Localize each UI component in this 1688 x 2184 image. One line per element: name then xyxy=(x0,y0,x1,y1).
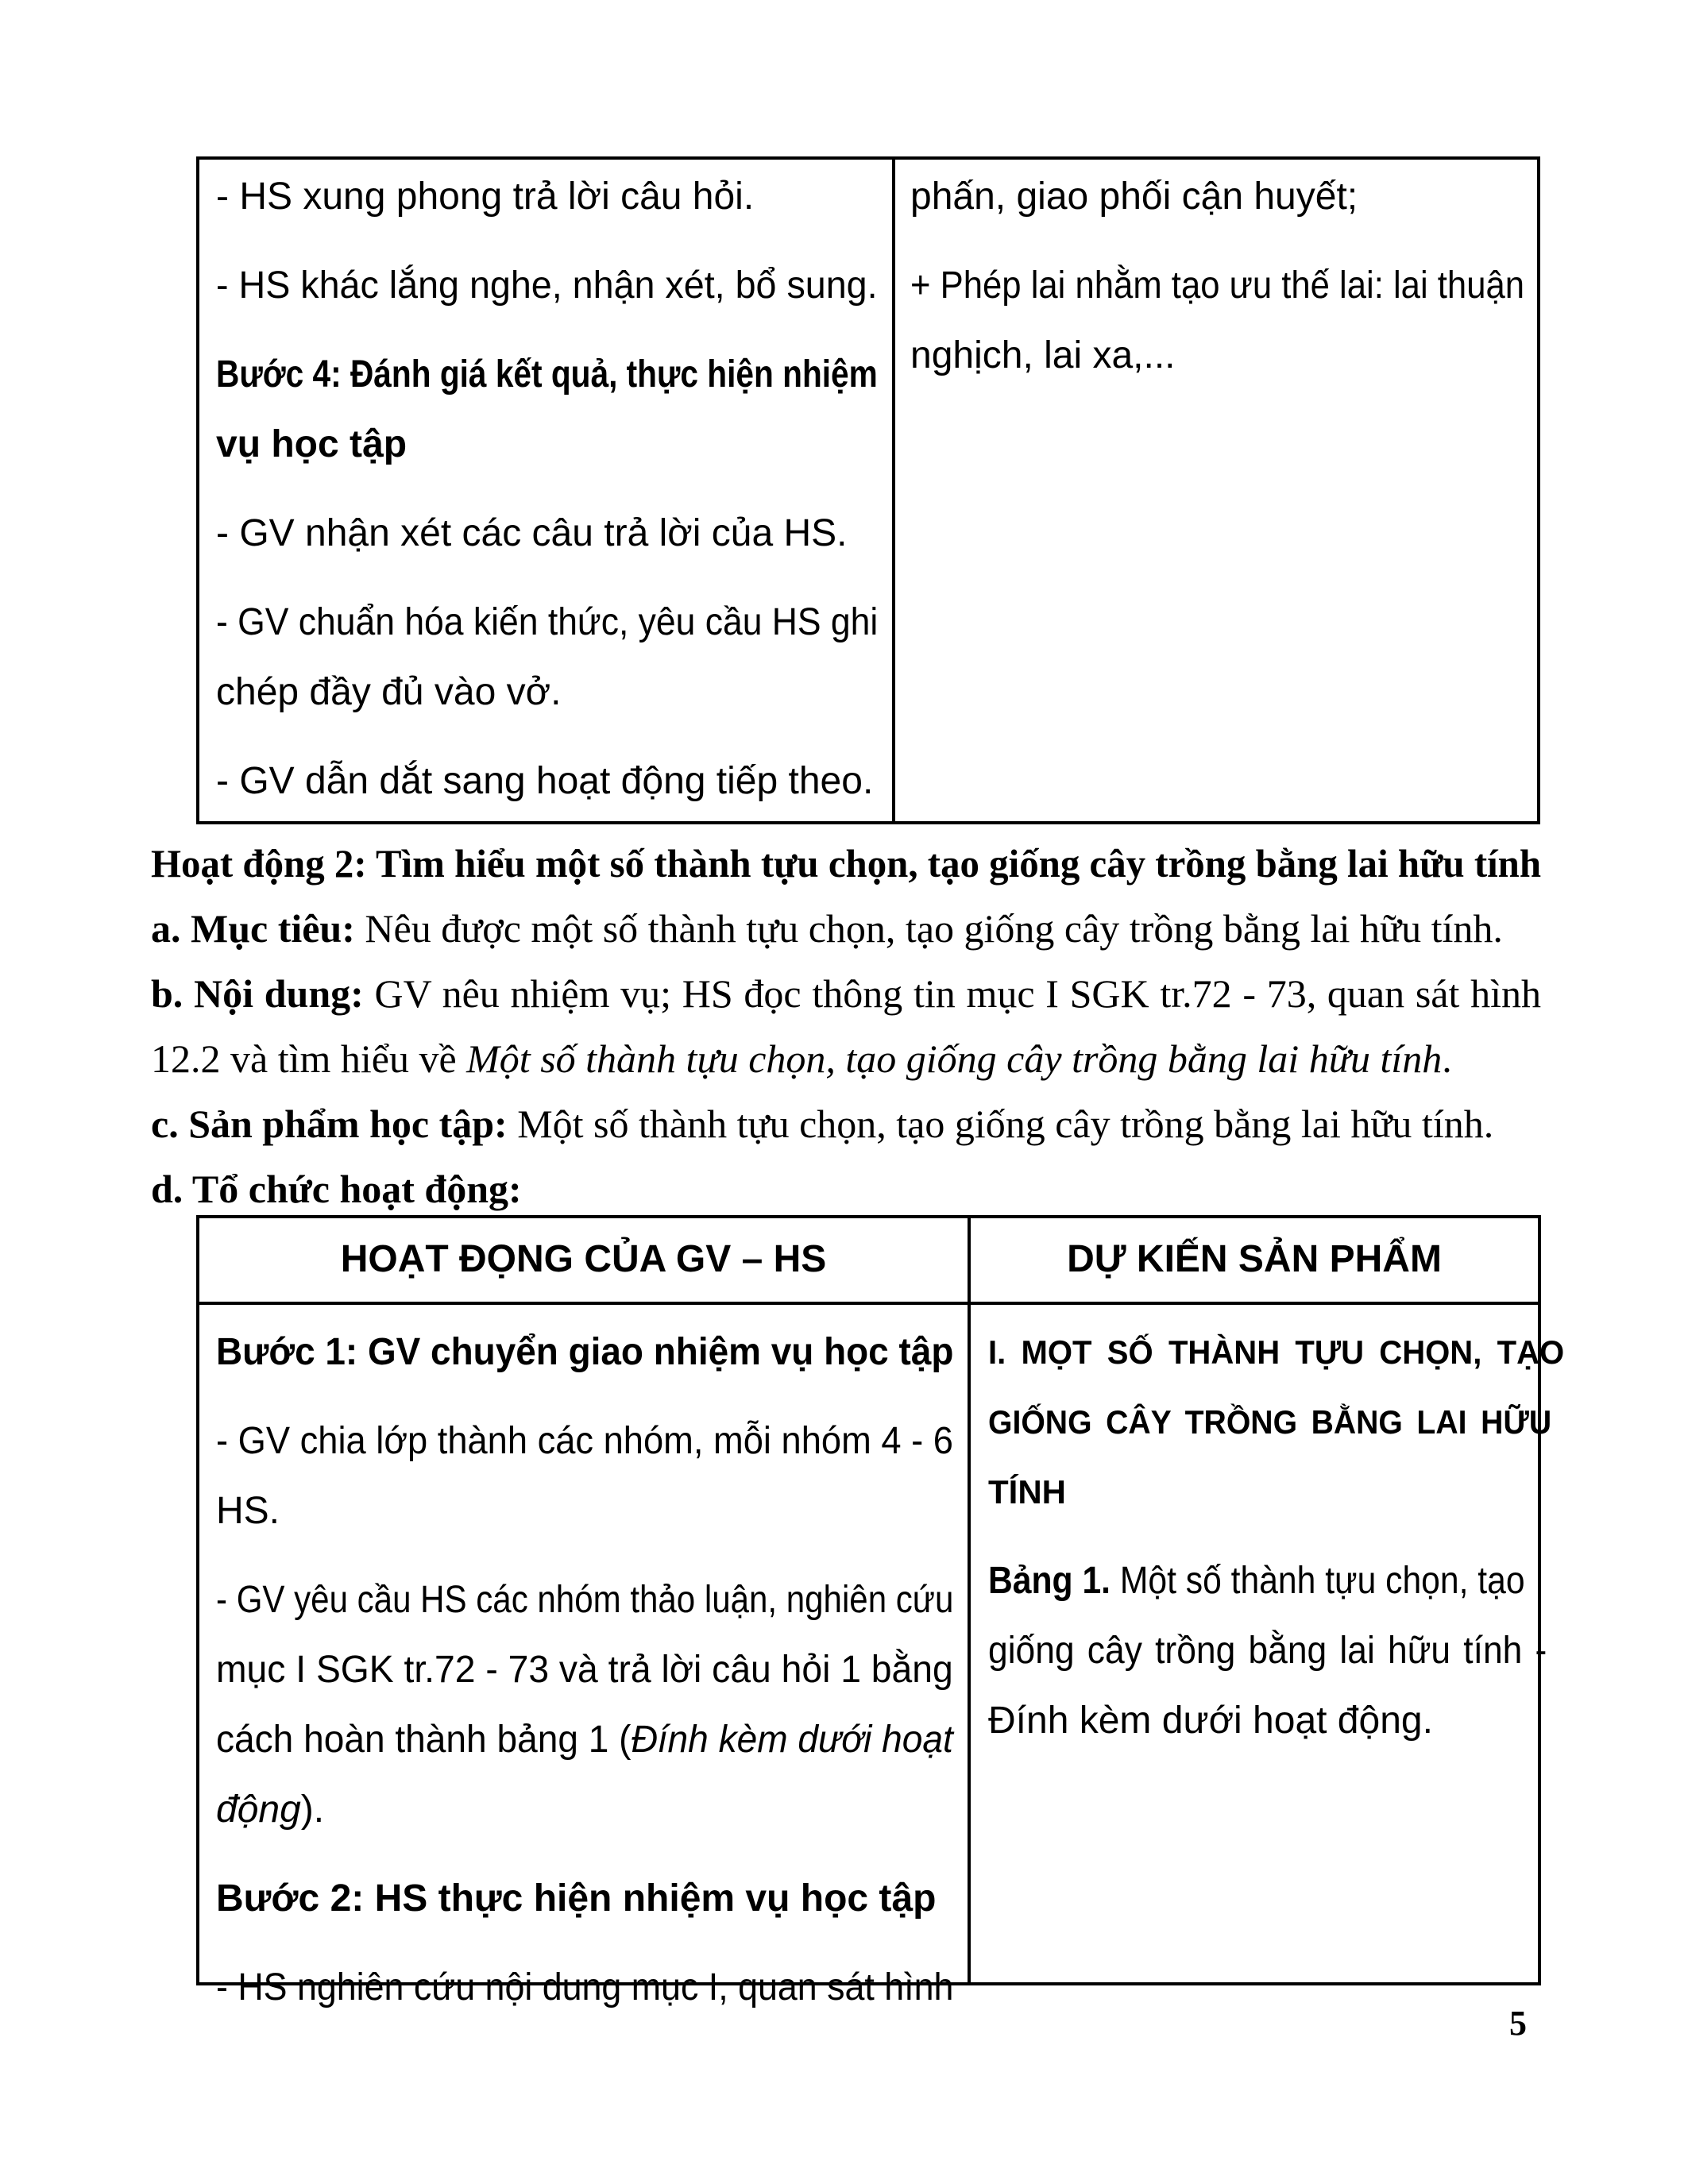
text-run: động xyxy=(216,1788,301,1831)
text-run: b. Nội dung: xyxy=(151,971,364,1016)
text-run: Hoạt động 2: Tìm hiểu một số thành tựu chọn, tạo giống cây trồng bằng lai hữu tính xyxy=(151,841,1542,886)
text-line xyxy=(988,1686,1593,1756)
text-line xyxy=(216,1635,953,1705)
activity2-section xyxy=(151,831,1541,1221)
table1-cell-expected-product xyxy=(895,160,1598,821)
paragraph xyxy=(988,1546,1593,1756)
text-run: Đính kèm dưới hoạt xyxy=(631,1719,953,1761)
paragraph xyxy=(216,1953,953,2023)
text-run: c. Sản phẩm học tập: xyxy=(151,1102,508,1146)
text-line xyxy=(151,896,1541,961)
table2-header-expected-product: DỰ KIẾN SẢN PHẨM xyxy=(1067,1238,1442,1280)
text-line xyxy=(910,251,1524,321)
text-run: I. MỌT SỐ THÀNH TỰU CHỌN, TẠO xyxy=(988,1333,1565,1371)
paragraph xyxy=(151,961,1541,1091)
text-run: - GV yêu cầu HS các nhóm thảo luận, nghiên cứu xyxy=(216,1579,954,1621)
text-run: Bước 2: HS thực hiện nhiệm vụ học tập xyxy=(216,1877,937,1920)
table2-body-row xyxy=(199,1305,1565,2008)
text-run: HS. xyxy=(216,1490,280,1532)
text-line xyxy=(151,1026,1541,1091)
text-line xyxy=(988,1457,1593,1527)
text-line xyxy=(216,1565,954,1635)
text-line xyxy=(216,1953,954,2023)
paragraph xyxy=(216,340,878,480)
text-run: - GV chia lớp thành các nhóm, mỗi nhóm 4 - 6 xyxy=(216,1420,953,1462)
text-line xyxy=(151,1156,1541,1221)
text-line xyxy=(216,1864,953,1934)
paragraph xyxy=(988,1318,1593,1527)
text-run: Bước 1: GV chuyển giao nhiệm vụ học tập xyxy=(216,1331,954,1373)
paragraph xyxy=(216,251,878,321)
text-line xyxy=(216,251,878,321)
text-run: - HS xung phong trả lời câu hỏi. xyxy=(216,176,755,218)
table-activity2 xyxy=(196,1215,1565,2008)
text-run: nghịch, lai xa,... xyxy=(910,334,1176,376)
table1-cell-gv-hs-activity xyxy=(199,160,895,821)
text-line xyxy=(151,1091,1541,1156)
text-line xyxy=(216,747,878,816)
text-line xyxy=(216,340,878,410)
paragraph xyxy=(151,1091,1541,1156)
text-line xyxy=(216,1476,953,1546)
text-run: Đính kèm dưới hoạt động. xyxy=(988,1700,1433,1742)
text-run: Nêu được một số thành tựu chọn, tạo giống cây trồng bằng lai hữu tính. xyxy=(354,906,1503,951)
text-line xyxy=(988,1546,1525,1616)
table2-cell-gv-hs-activity xyxy=(199,1305,971,2008)
text-run: - HS nghiên cứu nội dung mục I, quan sát hình xyxy=(216,1966,954,2008)
text-run: giống cây trồng bằng lai hữu tính - xyxy=(988,1630,1547,1672)
text-line xyxy=(988,1318,1564,1387)
table2-header-gv-hs: HOẠT ĐỌNG CỦA GV – HS xyxy=(199,1218,971,1302)
text-run: . xyxy=(1442,1036,1452,1081)
paragraph xyxy=(216,747,878,816)
paragraph xyxy=(151,1156,1541,1221)
text-line xyxy=(988,1387,1551,1457)
text-run: chép đầy đủ vào vở. xyxy=(216,671,562,713)
text-line xyxy=(216,410,878,480)
text-line xyxy=(151,961,1541,1026)
text-line xyxy=(910,162,1586,232)
text-run: Một số thành tựu chọn, tạo giống cây trồng bằng lai hữu tính. xyxy=(507,1102,1494,1146)
text-line xyxy=(151,831,1542,896)
text-run: vụ học tập xyxy=(216,423,408,465)
text-line xyxy=(988,1616,1547,1686)
paragraph xyxy=(216,1864,953,1934)
text-run: mục I SGK tr.72 - 73 và trả lời câu hỏi 1 bằng xyxy=(216,1649,953,1691)
paragraph xyxy=(216,162,878,232)
text-run: Bảng 1. xyxy=(988,1560,1111,1602)
text-line xyxy=(216,162,878,232)
paragraph xyxy=(216,1565,953,1845)
text-line xyxy=(216,588,879,658)
text-line xyxy=(216,499,878,569)
paragraph xyxy=(216,588,878,727)
text-run: GIỐNG CÂY TRỒNG BẰNG LAI HỮU xyxy=(988,1403,1552,1441)
text-run: a. Mục tiêu: xyxy=(151,906,355,951)
paragraph xyxy=(910,251,1586,391)
text-run: 12.2 và tìm hiểu về xyxy=(151,1036,467,1081)
paragraph xyxy=(151,896,1541,961)
text-line xyxy=(216,1775,953,1845)
paragraph xyxy=(216,1406,953,1546)
page-number: 5 xyxy=(1509,2004,1527,2043)
paragraph xyxy=(151,831,1541,896)
text-run: TÍNH xyxy=(988,1473,1066,1511)
text-line xyxy=(216,1318,954,1387)
text-run: - HS khác lắng nghe, nhận xét, bổ sung. xyxy=(216,264,878,307)
paragraph xyxy=(910,162,1586,232)
text-run: GV nêu nhiệm vụ; HS đọc thông tin mục I SGK tr.72 - 73, quan sát hình xyxy=(363,971,1541,1016)
text-line xyxy=(216,1406,953,1476)
paragraph xyxy=(216,499,878,569)
text-run: cách hoàn thành bảng 1 ( xyxy=(216,1719,632,1761)
text-run: - GV nhận xét các câu trả lời của HS. xyxy=(216,512,848,554)
text-run: - GV dẫn dắt sang hoạt động tiếp theo. xyxy=(216,760,874,802)
text-run: - GV chuẩn hóa kiến thức, yêu cầu HS ghi xyxy=(216,601,879,643)
paragraph xyxy=(216,1318,953,1387)
text-run: Bước 4: Đánh giá kết quả, thực hiện nhiệm xyxy=(216,353,878,396)
table2-cell-expected-product xyxy=(971,1305,1605,1982)
text-line xyxy=(910,321,1586,391)
text-run: Một số thành tựu chọn, tạo xyxy=(1111,1560,1525,1602)
text-run: Một số thành tựu chọn, tạo giống cây trồng bằng lai hữu tính xyxy=(466,1036,1443,1081)
table2-header-row xyxy=(199,1218,1538,1305)
text-run: d. Tổ chức hoạt động: xyxy=(151,1167,522,1211)
text-run: phấn, giao phối cận huyết; xyxy=(910,176,1358,218)
text-line xyxy=(216,1705,953,1775)
text-run: + Phép lai nhằm tạo ưu thế lai: lai thuận xyxy=(910,264,1525,307)
text-run: ). xyxy=(300,1788,325,1831)
table-activity1-continued xyxy=(196,156,1540,824)
text-line xyxy=(216,658,878,727)
